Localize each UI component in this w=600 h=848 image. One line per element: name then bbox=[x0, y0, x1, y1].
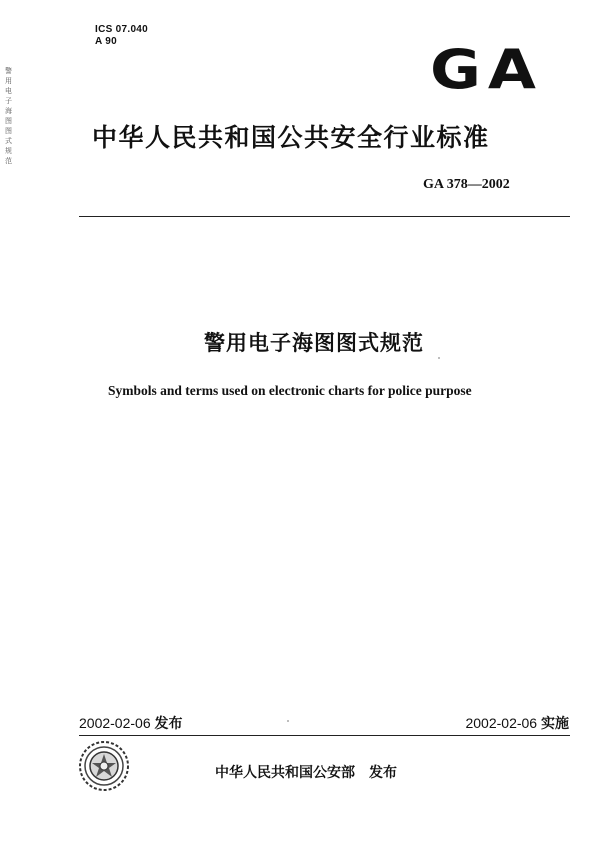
document-title-cn: 警用电子海图图式规范 bbox=[204, 331, 424, 355]
document-title-en: Symbols and terms used on electronic charts for police purpose bbox=[108, 383, 472, 398]
implementation-date-block bbox=[465, 714, 569, 732]
issue-label: 发布 bbox=[154, 715, 183, 731]
scan-speck bbox=[287, 720, 289, 722]
implementation-date: 2002-02-06 bbox=[465, 715, 538, 731]
side-margin-text: 警用电子海图图式规范 bbox=[5, 67, 12, 165]
publisher-block bbox=[215, 764, 397, 782]
standard-code: GA 378—2002 bbox=[423, 177, 510, 192]
police-emblem-icon bbox=[78, 740, 130, 792]
standard-org-title: 中华人民共和国公共安全行业标准 bbox=[92, 123, 490, 152]
scan-speck bbox=[438, 357, 440, 359]
publisher-name: 中华人民共和国公安部 bbox=[215, 765, 355, 781]
implementation-label: 实施 bbox=[541, 715, 569, 731]
issue-date-block bbox=[79, 714, 183, 732]
bottom-divider bbox=[79, 735, 570, 736]
ics-code: ICS 07.040 bbox=[95, 24, 149, 35]
issue-date: 2002-02-06 bbox=[79, 715, 151, 731]
ga-logo: GA bbox=[430, 38, 543, 101]
top-divider bbox=[79, 216, 570, 217]
ccs-code: A 90 bbox=[95, 36, 117, 47]
classification-codes bbox=[95, 24, 148, 48]
publish-label: 发布 bbox=[369, 765, 397, 781]
